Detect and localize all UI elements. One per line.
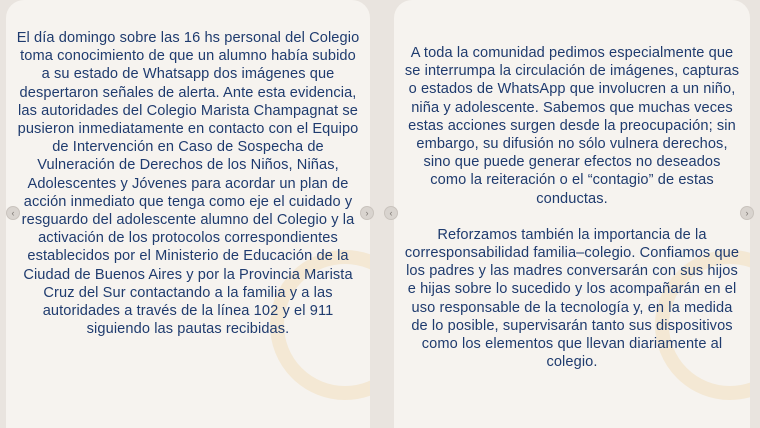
chevron-left-icon[interactable]: ‹	[384, 206, 398, 220]
chevron-right-icon[interactable]: ›	[740, 206, 754, 220]
chevron-left-icon[interactable]: ‹	[6, 206, 20, 220]
chevron-right-icon[interactable]: ›	[360, 206, 374, 220]
paragraph: El día domingo sobre las 16 hs personal del Colegio toma conocimiento de que un alumno había subido a su estado de Whatsapp dos imágenes que despertaron señales de alerta. Ante esta evidencia, las autoridades del Colegio Marista Champagnat se pusieron inmediatamente en contacto con el Equipo de Intervención en Caso de Sospecha de Vulneración de Derechos de los Niños, Niñas, Adolescentes y Jóvenes para acordar un plan de acción inmediato que tenga como eje el cuidado y resguardo del adolescente alumno del Colegio y la activación de los protocolos correspondientes establecidos por el Ministerio de Educación de la Ciudad de Buenos Aires y por la Provincia Marista Cruz del Sur contactando a la familia y a las autoridades a través de la línea 102 y el 911 siguiendo las pautas recibidas.	[16, 30, 360, 338]
carousel-slide-2	[394, 0, 750, 428]
slide-text	[6, 29, 370, 338]
paragraph: A toda la comunidad pedimos especialmente que se interrumpa la circulación de imágenes, capturas o estados de WhatsApp que involucren a un niño, niña y adolescente. Sabemos que muchas veces estas acciones surgen desde la preocupación; sin embargo, su difusión no sólo vulnera derechos, sino que puede generar efectos no deseados como la reiteración o el “contagio” de estas conductas.	[404, 45, 740, 207]
paragraph: Reforzamos también la importancia de la corresponsabilidad familia–colegio. Confiamos que los padres y las madres conversarán con sus hijos e hijas sobre lo sucedido y los acompañarán en el uso responsable de la tecnología y, en la medida de lo posible, supervisarán tanto sus dispositivos como los elementos que llevan diariamente al colegio.	[404, 226, 740, 371]
slide-text	[394, 44, 750, 371]
carousel-slide-1	[6, 0, 370, 428]
